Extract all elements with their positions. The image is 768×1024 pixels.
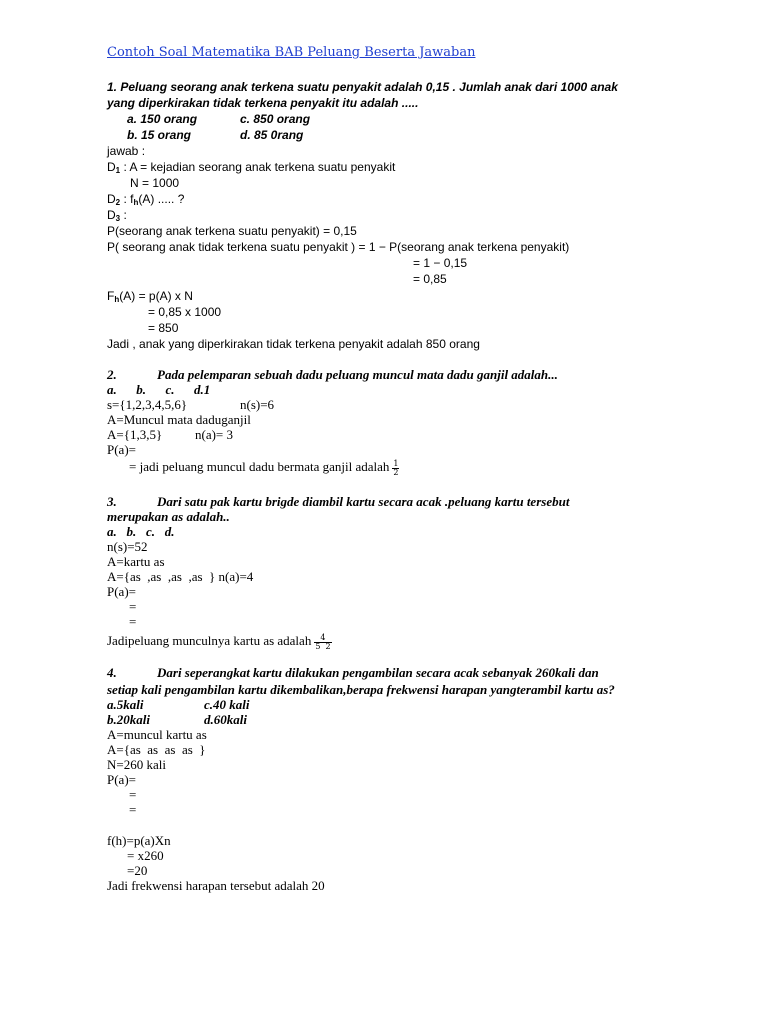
q1-option-d: d. 85 0rang: [240, 128, 304, 142]
q1-probability-line: P(seorang anak terkena suatu penyakit) = 0,15: [107, 224, 357, 238]
q3-fraction: $\frac{4}{5 2}$: [315, 632, 331, 651]
q4-option-b: b.20kali: [107, 712, 150, 727]
q1-option-c: c. 850 orang: [240, 112, 311, 126]
q3-options: a. b. c. d.: [107, 524, 175, 539]
q4-pa: P(a)=: [107, 772, 136, 787]
q2-ns: n(s)=6: [240, 397, 275, 412]
q1-conclusion: Jadi , anak yang diperkirakan tidak terkena penyakit adalah 850 orang: [107, 337, 480, 351]
q3-question-line-2: merupakan as adalah..: [107, 509, 230, 524]
q4-step-2: =: [129, 802, 137, 817]
q1-fh-step-1: = 0,85 x 1000: [148, 305, 222, 319]
q1-fh-step-2: = 850: [148, 321, 179, 335]
q4-event-definition: A=muncul kartu as: [107, 727, 207, 742]
q3-step-2: =: [129, 614, 137, 629]
q1-complement-line: P( seorang anak tidak terkena suatu penyakit ) = 1 − P(seorang anak terkena penyakit): [107, 240, 570, 254]
q1-d2-line: $D_2$ : $f_h(A)$ ..... ?: [107, 192, 185, 207]
q4-option-a: a.5kali: [107, 697, 144, 712]
q4-event-set: A={as as as as }: [107, 742, 206, 757]
q2-pa: P(a)=: [107, 442, 136, 457]
q1-complement-step-1: = 1 − 0,15: [413, 256, 468, 270]
q4-fh-step-1: = x260: [127, 848, 164, 863]
q4-n-value: N=260 kali: [107, 757, 166, 772]
q3-number: 3.: [107, 494, 117, 509]
q2-answer: = jadi peluang muncul dadu bermata ganjil adalah $\frac{1}{2}$: [129, 458, 399, 477]
q3-pa: P(a)=: [107, 584, 136, 599]
q1-option-a: a. 150 orang: [127, 112, 198, 126]
q2-question: Pada pelemparan sebuah dadu peluang muncul mata dadu ganjil adalah...: [157, 367, 558, 382]
q1-option-b: b. 15 orang: [127, 128, 192, 142]
q1-jawab-label: jawab :: [107, 144, 146, 158]
q2-event-set: A={1,3,5}: [107, 427, 163, 442]
q4-conclusion: Jadi frekwensi harapan tersebut adalah 20: [107, 878, 325, 893]
q1-complement-step-2: = 0,85: [413, 272, 447, 286]
q1-question-line-1: 1. Peluang seorang anak terkena suatu penyakit adalah 0,15 . Jumlah anak dari 1000 anak: [107, 80, 618, 94]
q1-question-line-2: yang diperkirakan tidak terkena penyakit itu adalah .....: [107, 96, 419, 110]
q1-fh-formula: $F_h(A) = p(A)$ x N: [107, 289, 193, 304]
page-title[interactable]: Contoh Soal Matematika BAB Peluang Beserta Jawaban: [107, 45, 476, 60]
q1-n-value: N = 1000: [130, 176, 180, 190]
q4-number: 4.: [107, 665, 117, 680]
q4-option-d: d.60kali: [204, 712, 247, 727]
q4-question-line-2: setiap kali pengambilan kartu dikembalikan,berapa frekwensi harapan yangterambil kartu as?: [107, 682, 615, 697]
q1-d1-line: $D_1$ : A = kejadian seorang anak terkena suatu penyakit: [107, 160, 396, 175]
q2-number: 2.: [107, 367, 117, 382]
q3-event-definition: A=kartu as: [107, 554, 165, 569]
q2-fraction: $\frac{1}{2}$: [393, 458, 399, 477]
q3-step-1: =: [129, 599, 137, 614]
q2-event-definition: A=Muncul mata daduganjil: [107, 412, 251, 427]
q3-conclusion: Jadipeluang munculnya kartu as adalah $\frac{4}{5 2}$: [107, 632, 331, 651]
q4-fh-step-2: =20: [127, 863, 148, 878]
q1-d3-line: $D_3$ :: [107, 208, 127, 223]
q4-option-c: c.40 kali: [204, 697, 250, 712]
q4-step-1: =: [129, 787, 137, 802]
q3-event-set: A={as ,as ,as ,as } n(a)=4: [107, 569, 254, 584]
q4-question-line-1: Dari seperangkat kartu dilakukan pengambilan secara acak sebanyak 260kali dan: [157, 665, 599, 680]
q3-ns: n(s)=52: [107, 539, 148, 554]
q4-fh-formula: f(h)=p(a)Xn: [107, 833, 171, 848]
q2-na: n(a)= 3: [195, 427, 234, 442]
q2-options: a. b. c. d.1: [107, 382, 211, 397]
q3-question-line-1: Dari satu pak kartu brigde diambil kartu secara acak .peluang kartu tersebut: [157, 494, 570, 509]
q2-sample-space: s={1,2,3,4,5,6}: [107, 397, 188, 412]
